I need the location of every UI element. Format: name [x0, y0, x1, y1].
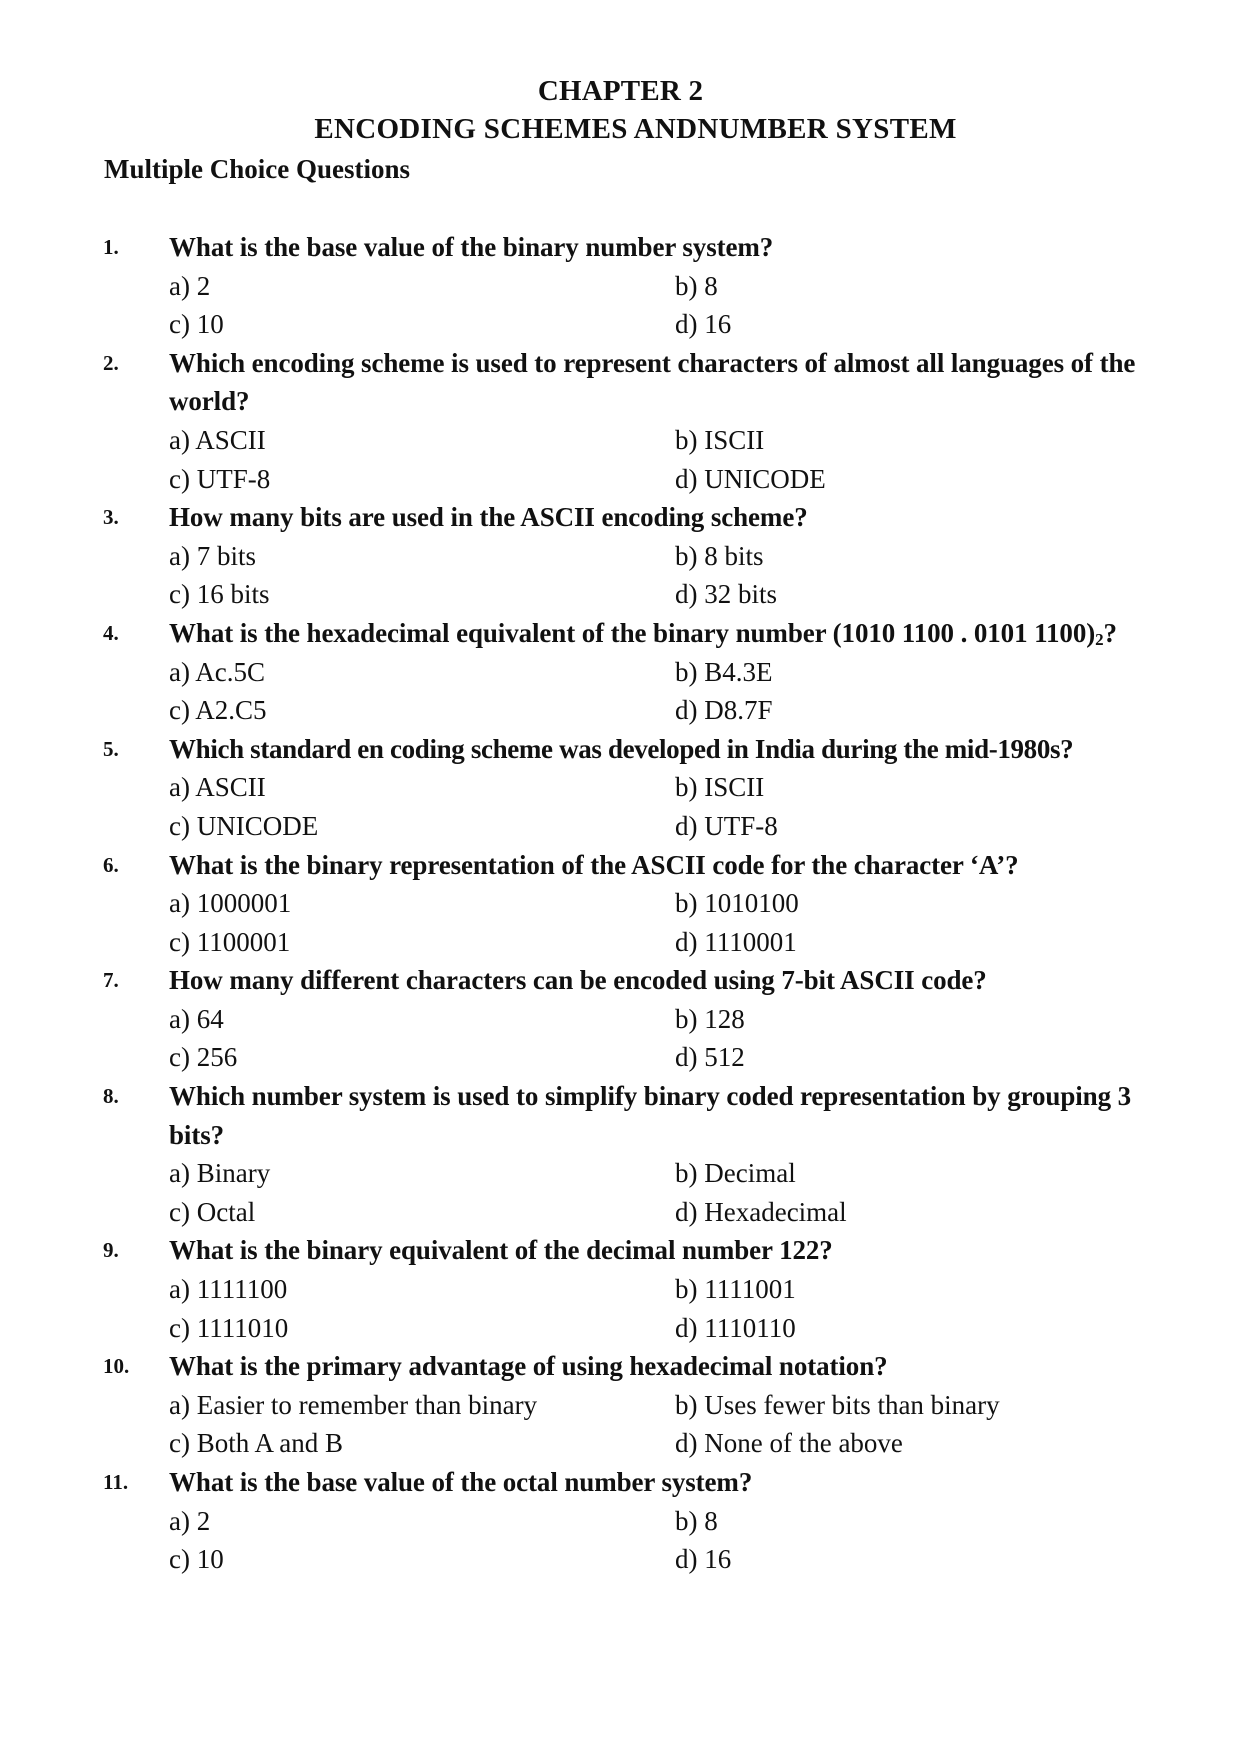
option-c: c) A2.C5 — [169, 695, 267, 726]
question-number: 1. — [103, 235, 119, 259]
question-text: What is the base value of the binary number system? — [169, 232, 774, 262]
question-3 — [0, 498, 1241, 614]
option-b: b) 8 — [675, 1505, 718, 1536]
question-text: What is the binary equivalent of the decimal number 122? — [169, 1235, 833, 1266]
question-number: 7. — [103, 968, 119, 993]
option-d: d) 1110110 — [675, 1312, 796, 1343]
question-text: How many different characters can be encoded using 7-bit ASCII code? — [169, 965, 987, 996]
question-6 — [0, 846, 1241, 962]
option-d: d) 32 bits — [675, 579, 778, 610]
option-d: d) 16 — [675, 309, 732, 340]
question-text: How many bits are used in the ASCII encoding scheme? — [169, 502, 808, 533]
option-a: a) ASCII — [169, 424, 266, 455]
answer-options — [169, 1000, 1181, 1077]
question-5 — [0, 730, 1241, 846]
question-10 — [0, 1347, 1241, 1463]
option-b: b) 1111001 — [675, 1274, 796, 1305]
option-d: d) Hexadecimal — [675, 1196, 847, 1227]
question-number: 6. — [103, 852, 119, 877]
option-a: a) ASCII — [169, 772, 266, 803]
chapter-number: CHAPTER 2 — [537, 75, 704, 107]
question-text: What is the binary representation of the ASCII code for the character ‘A’? — [169, 849, 1019, 880]
option-c: c) 10 — [169, 1544, 224, 1575]
question-number: 8. — [103, 1084, 119, 1109]
question-number: 10. — [103, 1354, 130, 1379]
question-8 — [0, 1077, 1241, 1231]
option-d: d) UNICODE — [675, 463, 826, 494]
option-a: a) Easier to remember than binary — [169, 1389, 538, 1420]
answer-options — [169, 1154, 1181, 1231]
answer-options — [169, 421, 1181, 498]
option-d: d) 1110001 — [675, 926, 797, 957]
question-text-suffix: ? — [1103, 617, 1117, 648]
answer-options — [169, 537, 1181, 614]
option-c: c) 1111010 — [169, 1312, 289, 1343]
option-b: b) Uses fewer bits than binary — [675, 1389, 1000, 1420]
option-d: d) 16 — [675, 1544, 732, 1575]
option-b: b) 1010100 — [675, 888, 799, 919]
option-a: a) Binary — [169, 1158, 271, 1189]
option-d: d) 512 — [675, 1042, 745, 1073]
question-text: What is the base value of the octal number system? — [169, 1467, 753, 1497]
question-list — [0, 228, 1241, 1579]
answer-options — [169, 768, 1181, 845]
option-b: b) 8 — [675, 270, 718, 301]
question-number: 4. — [103, 620, 119, 645]
option-c: c) 16 bits — [169, 579, 270, 610]
option-b: b) ISCII — [675, 772, 765, 803]
question-text-main: What is the hexadecimal equivalent of the binary number (1010 1100 . 0101 1100) — [169, 617, 1096, 648]
option-c: c) 256 — [169, 1042, 238, 1073]
question-1 — [0, 228, 1241, 344]
option-b: b) Decimal — [675, 1158, 796, 1189]
question-number: 3. — [103, 505, 119, 530]
question-text: What is the primary advantage of using hexadecimal notation? — [169, 1351, 888, 1382]
option-b: b) 128 — [675, 1003, 745, 1034]
option-c: c) Octal — [169, 1196, 256, 1227]
option-c: c) Both A and B — [169, 1428, 343, 1459]
question-text — [169, 614, 1181, 653]
answer-options — [169, 884, 1181, 961]
question-text: Which number system is used to simplify binary coded representation by grouping 3 bits? — [169, 1081, 1132, 1150]
question-4 — [0, 614, 1241, 730]
answer-options — [169, 1502, 1181, 1579]
question-number: 2. — [103, 350, 119, 375]
option-d: d) UTF-8 — [675, 810, 778, 841]
option-c: c) UNICODE — [169, 810, 319, 841]
question-number: 5. — [103, 736, 119, 761]
question-2 — [0, 344, 1241, 498]
question-text: Which standard en coding scheme was developed in India during the mid-1980s? — [169, 733, 1074, 764]
answer-options — [169, 1386, 1181, 1463]
question-number: 9. — [103, 1238, 119, 1263]
chapter-title: ENCODING SCHEMES ANDNUMBER SYSTEM — [314, 113, 957, 145]
option-b: b) B4.3E — [675, 656, 773, 687]
option-c: c) UTF-8 — [169, 463, 271, 494]
option-b: b) 8 bits — [675, 540, 764, 571]
section-heading: Multiple Choice Questions — [104, 154, 411, 184]
option-a: a) 2 — [169, 270, 211, 301]
question-number: 11. — [103, 1470, 129, 1494]
option-a: a) 7 bits — [169, 540, 256, 571]
option-a: a) 1111100 — [169, 1274, 288, 1305]
question-9 — [0, 1231, 1241, 1347]
option-c: c) 1100001 — [169, 926, 291, 957]
option-a: a) 1000001 — [169, 888, 292, 919]
answer-options — [169, 653, 1181, 730]
question-11 — [0, 1463, 1241, 1579]
option-d: d) None of the above — [675, 1428, 903, 1459]
option-a: a) Ac.5C — [169, 656, 265, 687]
option-a: a) 64 — [169, 1003, 224, 1034]
option-a: a) 2 — [169, 1505, 211, 1536]
option-d: d) D8.7F — [675, 695, 773, 726]
answer-options — [169, 267, 1181, 344]
option-c: c) 10 — [169, 309, 224, 340]
question-text: Which encoding scheme is used to represent characters of almost all languages of the world? — [169, 347, 1136, 417]
base-subscript: 2 — [1095, 629, 1104, 649]
question-7 — [0, 961, 1241, 1077]
answer-options — [169, 1270, 1181, 1347]
option-b: b) ISCII — [675, 424, 765, 455]
